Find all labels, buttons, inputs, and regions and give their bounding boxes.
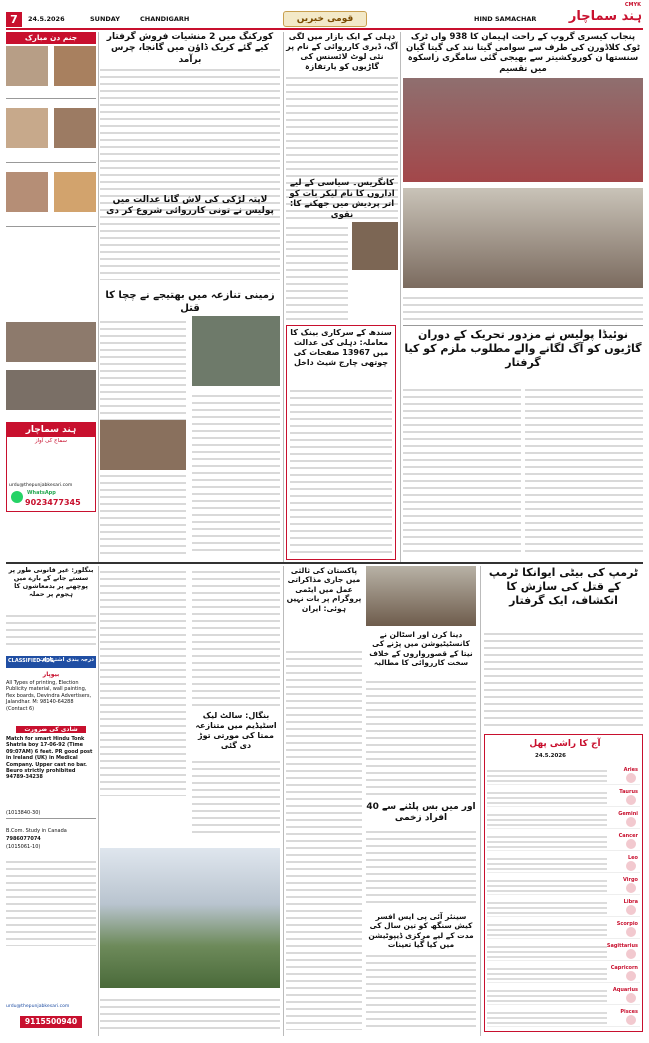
headline: کانگریس۔ سیاسی کے لیے اداروں کا نام لیکر بات کو اتر پردیش میں جھکنے کا: نقوی — [289, 178, 395, 220]
zodiac-sign-label: Gemini — [618, 811, 638, 817]
story-body — [403, 384, 521, 554]
story-body — [525, 384, 643, 554]
zodiac-row — [487, 1007, 640, 1027]
classified-title-ur: درجہ بندی اشتہارات — [39, 657, 94, 663]
headline: دہلی کے ایک بازار میں لگی آگ، ڈیری کارروائی کے نام پر نئی لوٹ لائسنس کی گاڑیوں کو یارتقازہ — [286, 32, 398, 71]
zodiac-text — [487, 943, 607, 959]
photo-crowd — [403, 78, 643, 182]
zodiac-icon — [626, 795, 636, 805]
avatar — [54, 108, 96, 148]
photo — [192, 316, 280, 386]
zodiac-row — [487, 941, 640, 961]
masthead-city: CHANDIGARH — [140, 15, 190, 23]
footer-email: urdu@thepunjabkesari.com — [6, 1004, 70, 1009]
zodiac-text — [487, 899, 607, 915]
zodiac-row — [487, 853, 640, 873]
left-column — [6, 32, 96, 562]
story-missing-girl — [100, 195, 280, 285]
story-bank-chargesheet — [286, 325, 396, 560]
photo — [352, 222, 398, 270]
headline: ٹرمپ کی بیٹی ایوانکا ٹرمپ کے قتل کی سازش کا انکشاف، ایک گرفتار — [488, 566, 639, 607]
zodiac-text — [487, 811, 607, 827]
zodiac-sign-label: Aquarius — [612, 987, 638, 993]
zodiac-text — [487, 965, 607, 981]
zodiac-sign-label: Libra — [623, 899, 638, 905]
birthday-photos — [6, 46, 96, 246]
brand-logo: ہند سماچار — [568, 9, 642, 24]
left-feature-photos — [6, 322, 96, 422]
horoscope-date: 24.5.2026 — [535, 753, 566, 759]
zodiac-sign-label: Pisces — [620, 1009, 638, 1015]
story-bangalore: بنگلور: غیر قانونی طور پر سستے جانے کے بارے میں پوچھنے پر بدمعاشوں کا ہجوم پر حملہ — [8, 566, 94, 599]
brand-en: HIND SAMACHAR — [474, 15, 537, 23]
story-land-dispute — [100, 290, 280, 560]
masthead-rule — [6, 28, 643, 30]
zodiac-icon — [626, 839, 636, 849]
brand-box-logo: ہند سماچار — [7, 423, 95, 437]
headline: پنجاب کیسری گروپ کے راحت اہیمان کا 938 واں ٹرک ٹوک کلاڈورن کی طرف سے سوامی گیتا نند کی گیتا گیان سنستھا ن کوروکشیتر سے بھیجی گئی سامگری زاسکوہ میں تقسیم — [405, 32, 641, 74]
zodiac-row — [487, 985, 640, 1005]
story-dinakaran — [366, 566, 476, 1036]
story-body — [286, 222, 348, 322]
zodiac-sign-label: Aries — [623, 767, 638, 773]
zodiac-icon — [626, 861, 636, 871]
zodiac-grid — [485, 765, 642, 1029]
story-body — [192, 390, 280, 556]
headline-bus: اور میں بس پلٹنے سے 40 افراد زخمی — [366, 802, 476, 824]
brand-box — [6, 422, 96, 512]
zodiac-icon — [626, 927, 636, 937]
avatar — [6, 46, 48, 86]
business-label: بیوپار — [42, 671, 60, 678]
horoscope-title: آج کا راشی پھل — [529, 739, 601, 749]
zodiac-text — [487, 789, 607, 805]
zodiac-row — [487, 963, 640, 983]
photo-press — [366, 566, 476, 626]
zodiac-sign-label: Cancer — [618, 833, 638, 839]
matrimonial-label: شادی کی ضرورت — [16, 726, 86, 733]
masthead-date: 24.5.2026 — [28, 15, 65, 23]
headline: دینا کرن اور اسٹالن نے کانسٹیٹیوشن میں پڑنے کی نیتا کے قصورواروں کے خلاف سخت کارروائی کا مطالبہ — [369, 630, 473, 668]
zodiac-row — [487, 765, 640, 785]
zodiac-sign-label: Taurus — [619, 789, 638, 795]
page-number: 7 — [6, 12, 22, 27]
zodiac-row — [487, 897, 640, 917]
zodiac-sign-label: Leo — [627, 855, 638, 861]
zodiac-row — [487, 831, 640, 851]
avatar — [54, 172, 96, 212]
story-noida-police — [403, 328, 643, 560]
zodiac-icon — [626, 817, 636, 827]
avatar — [6, 108, 48, 148]
story-bengal-statue — [100, 566, 280, 1036]
headline: پاکستان کی ثالثی میں جاری مذاکراتی عمل میں ایٹمی پروگرام پر بات نہیں ہوئی: ایران — [286, 566, 362, 613]
matrimonial2-phone: 7986077074 — [6, 836, 41, 842]
horoscope — [484, 734, 643, 1032]
matrimonial2-text: B.Com. Study in Canada — [6, 828, 67, 834]
zodiac-row — [487, 919, 640, 939]
classified-header — [6, 656, 96, 668]
whatsapp-label: WhatsApp — [27, 490, 56, 496]
zodiac-text — [487, 877, 607, 893]
zodiac-text — [487, 987, 607, 1003]
masthead-day: SUNDAY — [90, 15, 120, 23]
zodiac-icon — [626, 993, 636, 1003]
cmyk-mark: CMYK — [624, 2, 641, 8]
zodiac-sign-label: Sagittarius — [606, 943, 638, 949]
zodiac-text — [487, 833, 607, 849]
headline: سندھ کے سرکاری بینک کا معاملہ: دہلی کی عدالت میں 13967 صفحات کی چوتھی چارج شیٹ داخل — [290, 328, 392, 367]
business-text: All Types of printing, Election Publicity material, wall painting, flex boards, Devindra Advertisers, Jalandhar. M: 98140-64288 (Contact 6) — [6, 680, 92, 712]
headline: بنگال: سالٹ لیک اسٹیڈیم میں متنازعہ ممتا کی مورتی توڑ دی گئی — [195, 711, 277, 750]
story-body — [290, 385, 392, 553]
photo — [6, 370, 96, 410]
headline-senior-ips: سینئر آئی پی ایس افسر کیش سنگھ کو تین سال کی مدت کے لیے مرکزی ڈیپوٹیشن میں کیا گیا تعینات — [368, 912, 474, 950]
zodiac-icon — [626, 971, 636, 981]
zodiac-icon — [626, 1015, 636, 1025]
zodiac-sign-label: Capricorn — [610, 965, 638, 971]
zodiac-sign-label: Virgo — [623, 877, 638, 883]
zodiac-row — [487, 787, 640, 807]
headline: کورکنگ میں 2 منشیات فروش گرفتار کیے گئے کریک ڈاؤن میں گانجا، چرس برآمد — [106, 32, 274, 65]
photo — [6, 322, 96, 362]
birthday-title: جنم دن مبارک — [6, 32, 96, 44]
zodiac-text — [487, 767, 607, 783]
zodiac-row — [487, 875, 640, 895]
email-text: urdu@thepunjabkesari.com — [9, 483, 73, 488]
story-iran — [286, 566, 362, 1036]
photo-caption — [403, 292, 643, 320]
classified-title-en: CLASSIFIED ADS — [8, 658, 54, 664]
photo-stadium — [100, 848, 280, 988]
zodiac-text — [487, 855, 607, 871]
zodiac-text — [487, 1009, 607, 1025]
avatar — [6, 172, 48, 212]
story-naqvi — [286, 178, 398, 328]
headline: زمینی تنازعہ میں بھتیجے نے چچا کا قتل — [105, 290, 275, 314]
matrimonial2-ref: (1015061-10) — [6, 844, 41, 850]
photo-group — [403, 188, 643, 288]
zodiac-icon — [626, 905, 636, 915]
zodiac-icon — [626, 949, 636, 959]
zodiac-sign-label: Scorpio — [616, 921, 638, 927]
masthead — [0, 0, 649, 30]
photo — [100, 420, 186, 470]
story-ivanka — [484, 566, 643, 1036]
whatsapp-icon — [11, 491, 23, 503]
brand-box-sub: سماج کی آواز — [34, 438, 68, 444]
matrimonial-text: Match for smart Hindu Tonk Shatria boy 17-06-92 (Time 09:07AM) 6 feet. PR good post in Ireland (UK) in Medical Company. Upper cast no bar. Beuro strictly prohibited 94789-34238 — [6, 736, 93, 781]
section-title: قومی خبریں — [283, 11, 367, 27]
story-relief-truck — [403, 32, 643, 322]
zodiac-text — [487, 921, 607, 937]
classifieds — [6, 566, 96, 1036]
headline: نوئیڈا پولیس نے مزدور تحریک کے دوران گاڑیوں کو آگ لگانے والے مطلوب ملزم کو کیا گرفتار — [404, 328, 642, 369]
footer-phone: 9115500940 — [20, 1016, 82, 1028]
matrimonial-ref: (1013840-30) — [6, 810, 41, 816]
phone-number: 9023477345 — [25, 498, 81, 507]
zodiac-icon — [626, 773, 636, 783]
avatar — [54, 46, 96, 86]
zodiac-row — [487, 809, 640, 829]
story-body — [100, 225, 280, 280]
zodiac-icon — [626, 883, 636, 893]
headline: لاپتہ لڑکی کی لاش گانا عدالت میں پولیس نے تونی کارروائی شروع کر دی — [106, 195, 274, 217]
